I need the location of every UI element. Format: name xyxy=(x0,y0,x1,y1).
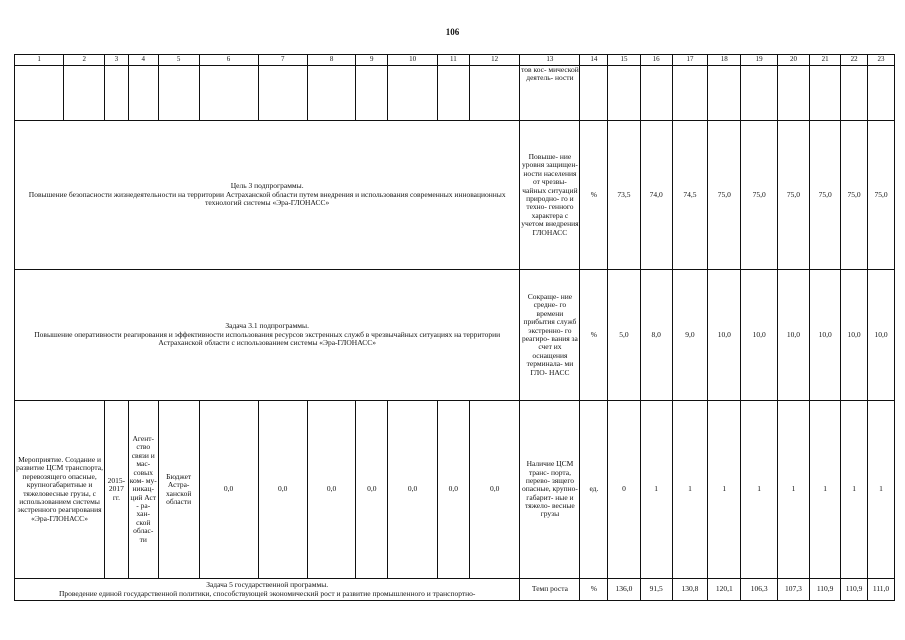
task5-value: 91,5 xyxy=(640,579,672,601)
header-cell: 19 xyxy=(741,55,777,66)
empty-cell xyxy=(708,66,741,121)
task5-value: 110,9 xyxy=(841,579,868,601)
empty-cell xyxy=(608,66,640,121)
task5-value: 130,8 xyxy=(672,579,707,601)
header-cell: 22 xyxy=(841,55,868,66)
task31-value: 10,0 xyxy=(841,270,868,401)
goal3-value: 75,0 xyxy=(708,121,741,270)
task31-description xyxy=(15,270,520,401)
goal3-value: 73,5 xyxy=(608,121,640,270)
header-cell: 10 xyxy=(388,55,437,66)
measure-amount: 0,0 xyxy=(307,401,355,579)
measure-amount: 0,0 xyxy=(388,401,437,579)
empty-cell xyxy=(841,66,868,121)
task31-value: 5,0 xyxy=(608,270,640,401)
task5-value: 110,9 xyxy=(810,579,841,601)
task31-value: 10,0 xyxy=(777,270,809,401)
task31-value: 10,0 xyxy=(708,270,741,401)
measure-row xyxy=(15,401,895,579)
header-cell: 14 xyxy=(580,55,608,66)
empty-cell xyxy=(105,66,129,121)
header-cell: 20 xyxy=(777,55,809,66)
goal3-description xyxy=(15,121,520,270)
header-cell: 2 xyxy=(64,55,105,66)
measure-indicator: Наличие ЦСМ транс- порта, перево- зящего опасные, крупно- габарит- ные и тяжело- весные грузы xyxy=(520,401,580,579)
empty-cell xyxy=(810,66,841,121)
measure-value: 1 xyxy=(841,401,868,579)
program-table xyxy=(14,54,895,601)
header-cell: 18 xyxy=(708,55,741,66)
empty-cell xyxy=(307,66,355,121)
measure-name: Мероприятие. Создание и развитие ЦСМ транспорта, перевозящего опасные, крупногабаритные и тяжеловесные грузы, с использованием системы экстренного реагирования «Эра-ГЛОНАСС» xyxy=(15,401,105,579)
header-cell: 3 xyxy=(105,55,129,66)
empty-cell xyxy=(199,66,258,121)
measure-value: 1 xyxy=(810,401,841,579)
header-cell: 6 xyxy=(199,55,258,66)
measure-value: 1 xyxy=(640,401,672,579)
empty-cell xyxy=(672,66,707,121)
header-cell: 17 xyxy=(672,55,707,66)
task5-value: 120,1 xyxy=(708,579,741,601)
header-cell: 9 xyxy=(356,55,388,66)
measure-value: 1 xyxy=(868,401,895,579)
task5-value: 106,3 xyxy=(741,579,777,601)
indicator-cell: тов кос- мической деятель- ности xyxy=(520,66,580,121)
measure-value: 0 xyxy=(608,401,640,579)
task31-value: 10,0 xyxy=(868,270,895,401)
goal3-value: 74,0 xyxy=(640,121,672,270)
goal3-value: 75,0 xyxy=(777,121,809,270)
task31-text: Повышение оперативности реагирования и эффективности использования ресурсов экстренных служб в чрезвычайных ситуациях на территории Астраханской области с использованием системы «Эра-ГЛОНАСС» xyxy=(34,329,501,348)
goal3-value: 75,0 xyxy=(741,121,777,270)
measure-value: 1 xyxy=(708,401,741,579)
measure-amount: 0,0 xyxy=(258,401,307,579)
measure-amount: 0,0 xyxy=(437,401,469,579)
task31-value: 9,0 xyxy=(672,270,707,401)
task5-value: 136,0 xyxy=(608,579,640,601)
measure-period: 2015- 2017 гг. xyxy=(105,401,129,579)
goal3-indicator: Повыше- ние уровня защищен- ности населения от чрезвы- чайных ситуаций природно- го и техно- генного характера с учетом внедрения ГЛОНАСС xyxy=(520,121,580,270)
page-number: 106 xyxy=(445,27,460,37)
empty-cell xyxy=(15,66,64,121)
empty-cell xyxy=(64,66,105,121)
header-row xyxy=(15,55,895,66)
measure-executor: Агент- ство связи и мас- совых ком- му- никац- ций Аст - ра- хан- ской облас- ти xyxy=(128,401,158,579)
header-cell: 21 xyxy=(810,55,841,66)
measure-value: 1 xyxy=(741,401,777,579)
measure-source: Бюджет Астра- ханской области xyxy=(158,401,199,579)
empty-cell xyxy=(640,66,672,121)
header-cell: 15 xyxy=(608,55,640,66)
empty-cell xyxy=(388,66,437,121)
goal3-value: 74,5 xyxy=(672,121,707,270)
task5-row xyxy=(15,579,895,601)
measure-unit: ед. xyxy=(580,401,608,579)
goal3-value: 75,0 xyxy=(810,121,841,270)
goal3-value: 75,0 xyxy=(868,121,895,270)
task5-unit: % xyxy=(580,579,608,601)
measure-value: 1 xyxy=(672,401,707,579)
continuation-row xyxy=(15,66,895,121)
task5-description xyxy=(15,579,520,601)
task31-unit: % xyxy=(580,270,608,401)
empty-cell xyxy=(437,66,469,121)
header-cell: 5 xyxy=(158,55,199,66)
empty-cell xyxy=(356,66,388,121)
empty-cell xyxy=(777,66,809,121)
task5-title: Задача 5 государственной программы. xyxy=(206,580,329,590)
header-cell: 11 xyxy=(437,55,469,66)
task31-value: 8,0 xyxy=(640,270,672,401)
empty-cell xyxy=(469,66,519,121)
measure-amount: 0,0 xyxy=(356,401,388,579)
empty-cell xyxy=(868,66,895,121)
goal3-row xyxy=(15,121,895,270)
empty-cell xyxy=(128,66,158,121)
task31-value: 10,0 xyxy=(741,270,777,401)
header-cell: 8 xyxy=(307,55,355,66)
goal3-unit: % xyxy=(580,121,608,270)
measure-amount: 0,0 xyxy=(199,401,258,579)
task5-indicator: Темп роста xyxy=(520,579,580,601)
header-cell: 13 xyxy=(520,55,580,66)
goal3-value: 75,0 xyxy=(841,121,868,270)
task31-title: Задача 3.1 подпрограммы. xyxy=(225,321,309,331)
header-cell: 1 xyxy=(15,55,64,66)
goal3-text: Повышение безопасности жизнедеятельности на территории Астраханской области путем внедрения и использования современных инновационных технологий системы «Эра-ГЛОНАСС» xyxy=(28,189,506,208)
measure-amount: 0,0 xyxy=(469,401,519,579)
task5-value: 107,3 xyxy=(777,579,809,601)
header-cell: 23 xyxy=(868,55,895,66)
empty-cell xyxy=(158,66,199,121)
goal3-title: Цель 3 подпрограммы. xyxy=(230,181,304,191)
empty-cell xyxy=(258,66,307,121)
task5-value: 111,0 xyxy=(868,579,895,601)
empty-cell xyxy=(580,66,608,121)
header-cell: 12 xyxy=(469,55,519,66)
empty-cell xyxy=(741,66,777,121)
task5-text: Проведение единой государственной политики, способствующей экономический рост и развитие промышленного и транспортно- xyxy=(58,588,476,598)
measure-value: 1 xyxy=(777,401,809,579)
header-cell: 7 xyxy=(258,55,307,66)
header-cell: 4 xyxy=(128,55,158,66)
task31-indicator: Сокраще- ние средне- го времени прибытия служб экстренно- го реагиро- вания за счет их оснащения терминала- ми ГЛО- НАСС xyxy=(520,270,580,401)
task31-row xyxy=(15,270,895,401)
header-cell: 16 xyxy=(640,55,672,66)
task31-value: 10,0 xyxy=(810,270,841,401)
